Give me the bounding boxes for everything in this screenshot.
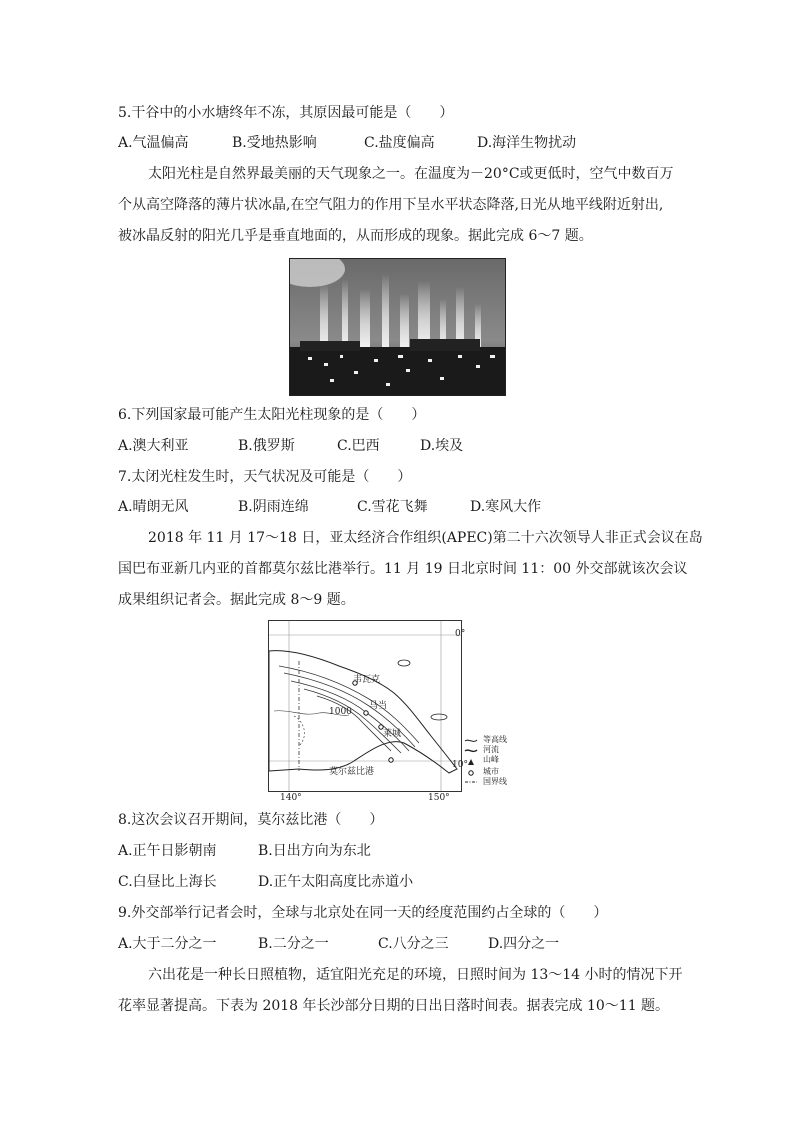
place-lae-label: 莱城 [383,729,402,739]
lon-right-label: 150° [428,793,450,803]
q9-option-d: D.四分之一 [488,936,560,952]
passage-1-line-1: 太阳光柱是自然界最美丽的天气现象之一。在温度为－20°C或更低时，空气中数百万 [148,166,674,182]
q7-option-d: D.寒风大作 [470,499,542,515]
city-madang-marker [364,711,368,715]
question-7-stem: 7.太闭光柱发生时，天气状况及可能是（ ） [118,469,412,485]
city-port-moresby-marker [389,758,393,762]
place-madang-label: 马当 [369,701,388,711]
question-9-stem: 9.外交部举行记者会时，全球与北京处在同一天的经度范围约占全球的（ ） [118,905,608,921]
sun-pillar-photo [289,258,506,396]
q8-option-c: C.白昼比上海长 [118,874,217,890]
island-coastline [269,651,457,773]
legend-river-label: 河流 [483,745,499,754]
q5-option-c: C.盐度偏高 [364,135,435,151]
passage-1-line-2: 个从高空降落的薄片状冰晶,在空气阻力的作用下呈水平状态降落,日光从地平线附近射出, [118,197,664,213]
passage-3-line-2: 花率显著提高。下表为 2018 年长沙部分日期的日出日落时间表。据表完成 10～11 题。 [118,998,670,1014]
papua-new-guinea-map [268,620,466,792]
legend-border-label: 国界线 [483,777,507,786]
q7-option-c: C.雪花飞舞 [357,499,428,515]
lat-bottom-label: 10° [452,760,468,770]
q6-option-d: D.埃及 [420,438,464,454]
q6-option-a: A.澳大利亚 [118,438,189,454]
question-5-stem: 5.干谷中的小水塘终年不冻，其原因最可能是（ ） [118,105,454,121]
contour-label: 1000 [329,707,352,717]
legend-contour-label: 等高线 [483,735,507,744]
q8-option-d: D.正午太阳高度比赤道小 [258,874,414,890]
q8-option-b: B.日出方向为东北 [258,843,371,859]
q5-option-d: D.海洋生物扰动 [477,135,577,151]
map-drawing [269,621,461,791]
legend-peak-label: 山峰 [483,755,499,764]
q9-option-b: B.二分之一 [258,936,329,952]
sun-pillar-photo-drawing [290,259,505,395]
place-wewak-label: 韦瓦克 [353,675,381,685]
lat-top-label: 0° [455,629,466,639]
legend-city-label: 城市 [483,767,499,776]
legend-symbols [463,736,483,796]
legend-river-symbol [465,750,477,751]
q8-option-a: A.正午日影朝南 [118,843,217,859]
place-port-moresby-label: 莫尔兹比港 [329,767,375,777]
passage-2-line-2: 国巴布亚新几内亚的首都莫尔兹比港举行。11 月 19 日北京时间 11：00 外交部就该次会议 [118,561,688,577]
legend-peak-symbol [468,759,474,765]
legend-city-symbol [469,771,473,775]
passage-2-line-3: 成果组织记者会。据此完成 8～9 题。 [118,592,355,608]
q5-option-b: B.受地热影响 [232,135,317,151]
q5-option-a: A.气温偏高 [118,135,189,151]
passage-3-line-1: 六出花是一种长日照植物，适宜阳光充足的环境，日照时间为 13～14 小时的情况下开 [148,967,683,983]
q9-option-a: A.大于二分之一 [118,936,217,952]
question-6-stem: 6.下列国家最可能产生太阳光柱现象的是（ ） [118,407,426,423]
passage-1-line-3: 被冰晶反射的阳光几乎是垂直地面的，从而形成的现象。据此完成 6～7 题。 [118,228,593,244]
q7-option-b: B.阴雨连绵 [238,499,309,515]
passage-2-line-1: 2018 年 11 月 17～18 日，亚太经济合作组织(APEC)第二十六次领导人非正式会议在岛 [148,530,703,546]
legend-contour-symbol [465,740,477,741]
question-8-stem: 8.这次会议召开期间，莫尔兹比港（ ） [118,812,384,828]
lon-left-label: 140° [280,793,302,803]
q9-option-c: C.八分之三 [378,936,449,952]
q7-option-a: A.晴朗无风 [118,499,189,515]
q6-option-c: C.巴西 [337,438,380,454]
q6-option-b: B.俄罗斯 [238,438,295,454]
